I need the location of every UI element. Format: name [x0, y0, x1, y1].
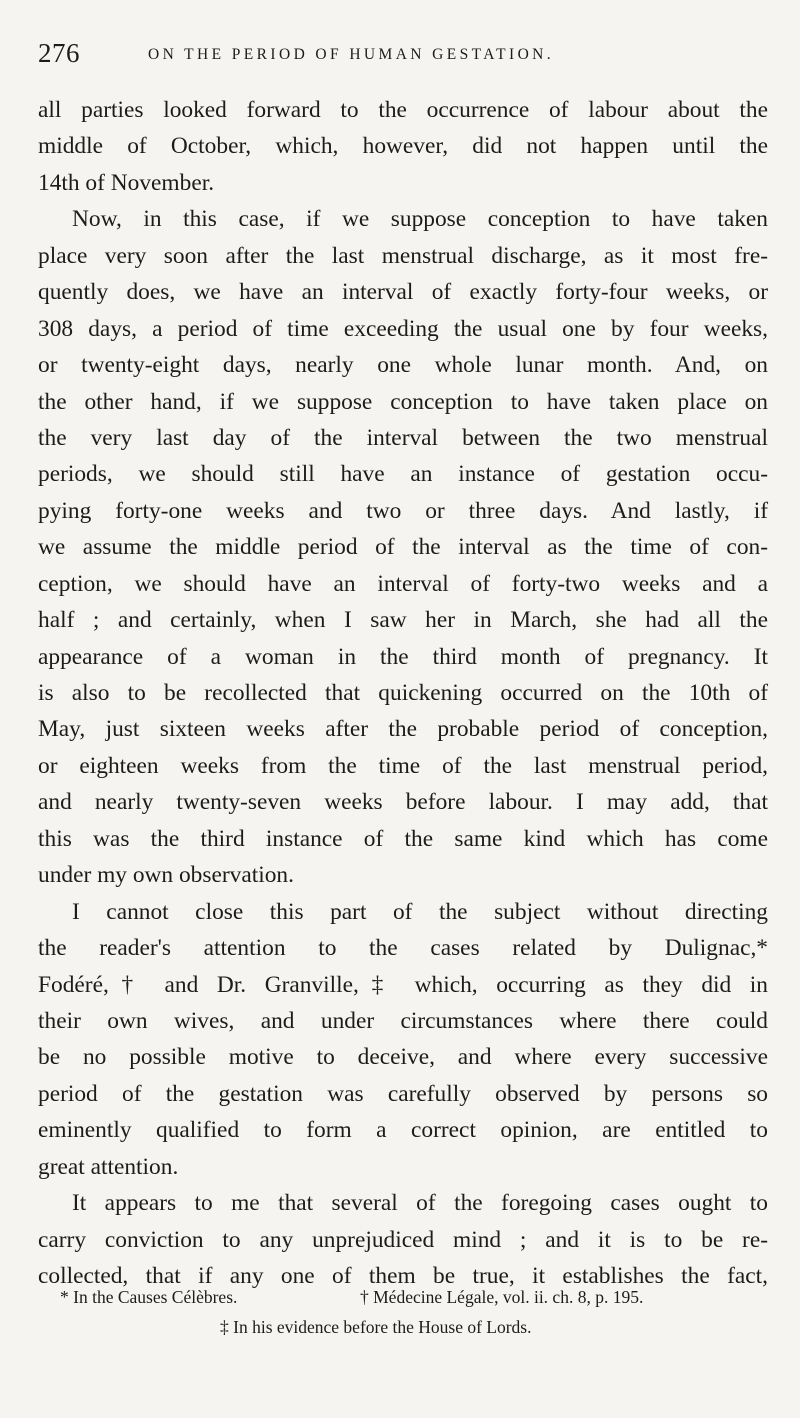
text-line: appearance of a woman in the third month of pregnancy. It	[38, 643, 768, 670]
text-line: periods, we should still have an instance of gestation occu-	[38, 461, 768, 488]
text-line: be no possible motive to deceive, and where every successive	[38, 1044, 768, 1071]
footnote-house-of-lords: ‡ In his evidence before the House of Lords.	[220, 1317, 532, 1337]
text-line: 14th of November.	[38, 169, 215, 196]
text-line: their own wives, and under circumstances where there could	[38, 1007, 768, 1034]
paragraph-start-line: I cannot close this part of the subject without directing	[72, 898, 768, 925]
text-line: or twenty-eight days, nearly one whole lunar month. And, on	[38, 352, 768, 379]
text-line: period of the gestation was carefully observed by persons so	[38, 1080, 768, 1107]
text-line: quently does, we have an interval of exactly forty-four weeks, or	[38, 279, 768, 306]
text-line: the other hand, if we suppose conception to have taken place on	[38, 388, 768, 415]
text-line: ception, we should have an interval of forty-two weeks and a	[38, 570, 768, 597]
text-line: 308 days, a period of time exceeding the usual one by four weeks,	[38, 315, 768, 342]
text-line: under my own observation.	[38, 862, 294, 889]
page-header	[38, 38, 768, 74]
text-line: place very soon after the last menstrual discharge, as it most fre-	[38, 242, 768, 269]
text-line: half ; and certainly, when I saw her in March, she had all the	[38, 607, 768, 634]
text-line: or eighteen weeks from the time of the last menstrual period,	[38, 752, 768, 779]
running-title: ON THE PERIOD OF HUMAN GESTATION.	[148, 46, 555, 63]
footnote-medecine-legale: † Médecine Légale, vol. ii. ch. 8, p. 195.	[360, 1287, 644, 1307]
text-line: and nearly twenty-seven weeks before labour. I may add, that	[38, 789, 768, 816]
text-line: this was the third instance of the same kind which has come	[38, 825, 768, 852]
text-line: is also to be recollected that quickening occurred on the 10th of	[38, 680, 768, 706]
text-line: middle of October, which, however, did not happen until the	[38, 133, 768, 160]
text-line: we assume the middle period of the interval as the time of con-	[38, 534, 768, 561]
footnote-row	[38, 1282, 768, 1312]
footnote-row	[38, 1312, 768, 1342]
text-line: May, just sixteen weeks after the probable period of conception,	[38, 716, 768, 743]
text-line: carry conviction to any unprejudiced mind ; and it is to be re-	[38, 1226, 768, 1253]
text-line: the reader's attention to the cases related by Dulignac,*	[38, 935, 768, 962]
text-line: eminently qualified to form a correct opinion, are entitled to	[38, 1117, 768, 1144]
text-line: all parties looked forward to the occurrence of labour about the	[38, 97, 768, 123]
footnote-causes-celebres: * In the Causes Célèbres.	[60, 1287, 238, 1307]
paragraph-start-line: Now, in this case, if we suppose conception to have taken	[72, 206, 768, 233]
body-text	[38, 92, 768, 1294]
text-line: collected, that if any one of them be true, it establishes the fact,	[38, 1263, 768, 1289]
text-line: pying forty-one weeks and two or three days. And lastly, if	[38, 497, 768, 524]
text-line: Fodéré,† and Dr. Granville,‡ which, occurring as they did in	[38, 971, 768, 998]
text-line: great attention.	[38, 1153, 179, 1180]
footnotes	[38, 1282, 768, 1342]
text-line: the very last day of the interval between the two menstrual	[38, 424, 768, 451]
page-number: 276	[38, 38, 80, 68]
paragraph-start-line: It appears to me that several of the foregoing cases ought to	[72, 1190, 768, 1217]
